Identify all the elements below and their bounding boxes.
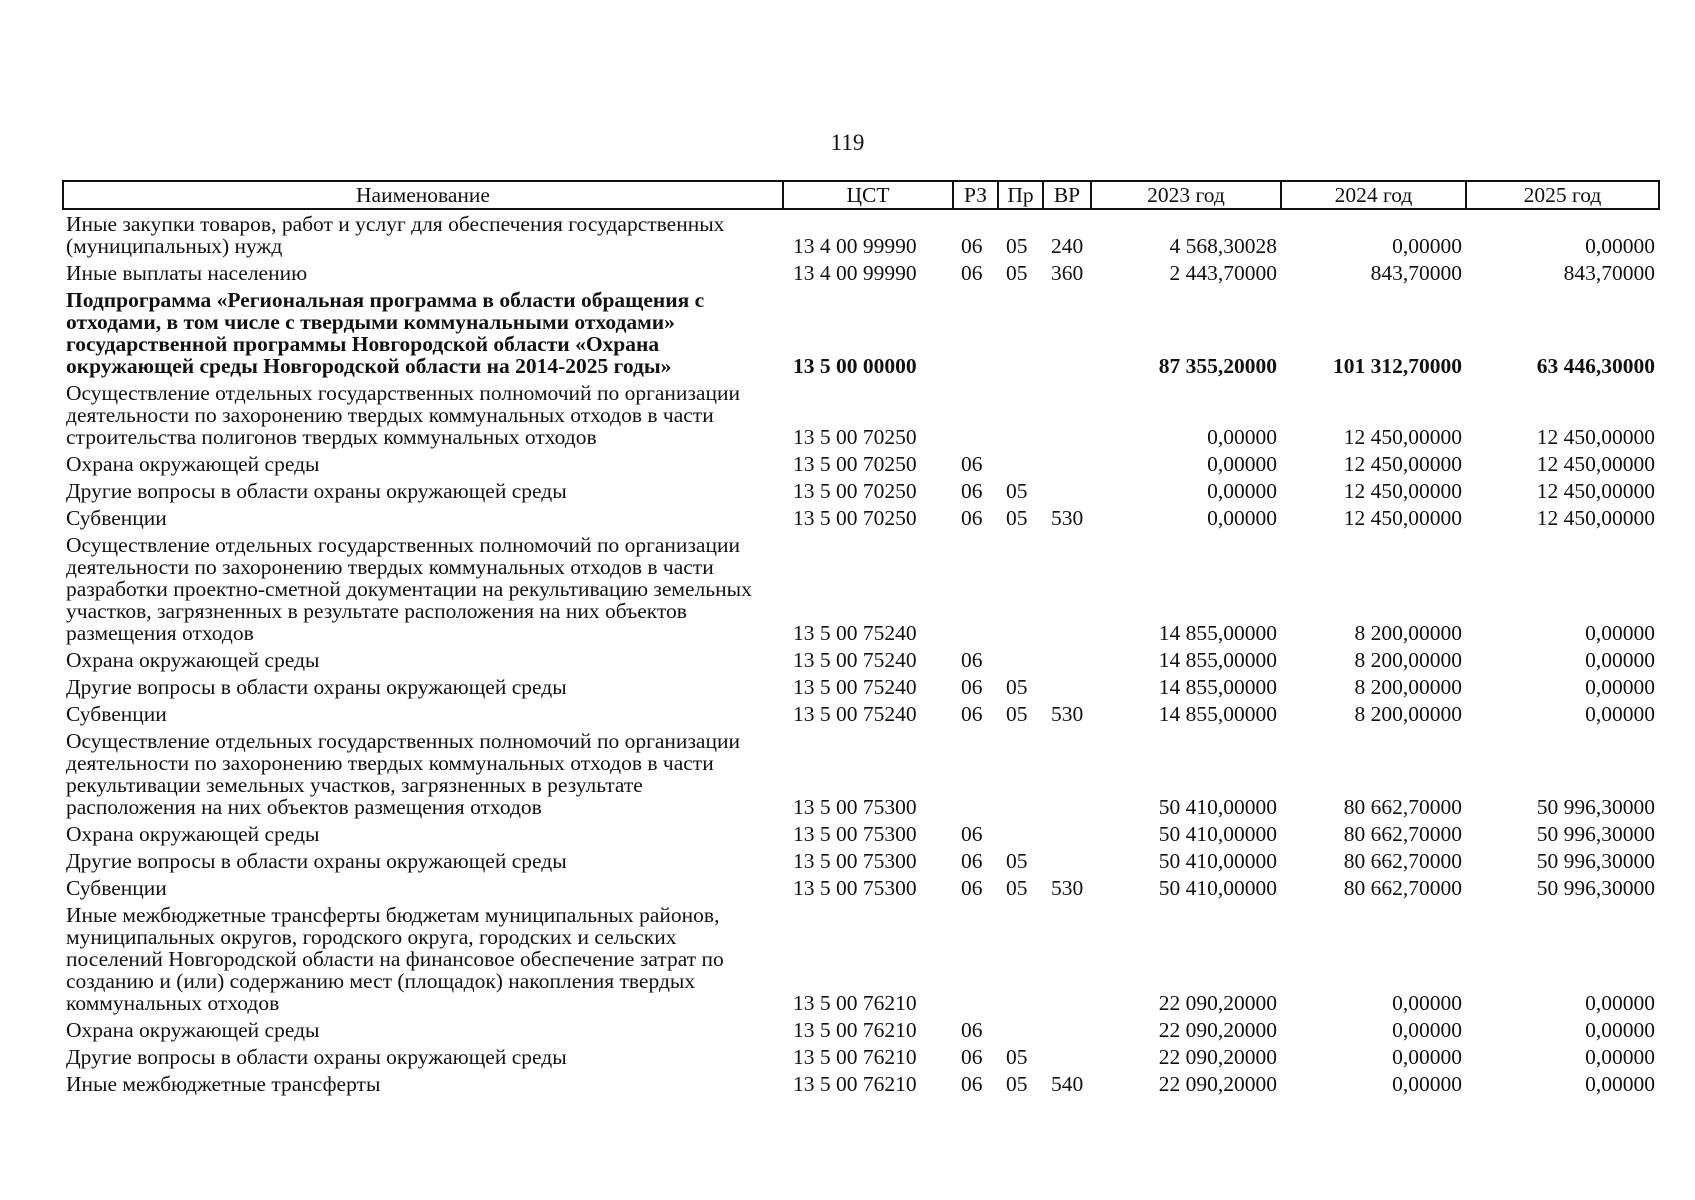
cell-2023: 22 090,20000 bbox=[1158, 1045, 1277, 1069]
cell-cst: 13 5 00 00000 bbox=[793, 354, 917, 378]
cell-pr: 05 bbox=[1006, 1045, 1028, 1069]
cell-2024: 0,00000 bbox=[1392, 1045, 1462, 1069]
cell-cst: 13 5 00 75300 bbox=[793, 849, 917, 873]
cell-2023: 2 443,70000 bbox=[1169, 261, 1277, 285]
cell-pr bbox=[998, 646, 1043, 673]
table-row bbox=[63, 646, 1659, 673]
cell-cst: 13 5 00 75240 bbox=[793, 648, 917, 672]
cell-2025: 12 450,00000 bbox=[1536, 425, 1655, 449]
header-name: Наименование bbox=[63, 181, 783, 209]
table-row bbox=[63, 286, 1659, 379]
cell-cst: 13 4 00 99990 bbox=[793, 234, 917, 258]
cell-cst: 13 5 00 76210 bbox=[793, 1072, 917, 1096]
cell-vr bbox=[1043, 820, 1091, 847]
cell-2024: 12 450,00000 bbox=[1343, 479, 1462, 503]
cell-cst: 13 5 00 75300 bbox=[793, 795, 917, 819]
cell-2024: 8 200,00000 bbox=[1354, 675, 1462, 699]
cell-2025: 63 446,30000 bbox=[1536, 354, 1655, 378]
cell-cst: 13 5 00 75300 bbox=[793, 876, 917, 900]
cell-vr: 530 bbox=[1051, 506, 1084, 530]
cell-2025: 0,00000 bbox=[1585, 675, 1655, 699]
cell-pr bbox=[998, 531, 1043, 646]
cell-rz: 06 bbox=[961, 506, 983, 530]
cell-cst: 13 5 00 70250 bbox=[793, 479, 917, 503]
cell-name: Осуществление отдельных государственных полномочий по организации деятельности по захоронению твердых коммунальных отходов в части разработки проектно-сметной документации на рекультивацию земельных участков, загрязненных в результате расположения на них объектов размещения отходов bbox=[66, 533, 752, 645]
cell-2023: 22 090,20000 bbox=[1158, 1018, 1277, 1042]
budget-table bbox=[62, 180, 1660, 1097]
cell-2023: 50 410,00000 bbox=[1158, 795, 1277, 819]
cell-pr bbox=[998, 901, 1043, 1016]
cell-2024: 80 662,70000 bbox=[1343, 876, 1462, 900]
cell-2024: 0,00000 bbox=[1392, 234, 1462, 258]
cell-pr bbox=[998, 1016, 1043, 1043]
cell-name: Охрана окружающей среды bbox=[66, 452, 320, 476]
table-row bbox=[63, 901, 1659, 1016]
cell-pr: 05 bbox=[1006, 849, 1028, 873]
cell-2023: 50 410,00000 bbox=[1158, 822, 1277, 846]
cell-cst: 13 5 00 70250 bbox=[793, 506, 917, 530]
cell-2025: 12 450,00000 bbox=[1536, 452, 1655, 476]
cell-name: Другие вопросы в области охраны окружающей среды bbox=[66, 849, 567, 873]
cell-vr bbox=[1043, 450, 1091, 477]
cell-2024: 8 200,00000 bbox=[1354, 702, 1462, 726]
cell-2024: 843,70000 bbox=[1370, 261, 1462, 285]
table-row bbox=[63, 450, 1659, 477]
cell-2023: 4 568,30028 bbox=[1169, 234, 1277, 258]
cell-cst: 13 5 00 70250 bbox=[793, 452, 917, 476]
cell-cst: 13 5 00 76210 bbox=[793, 1018, 917, 1042]
cell-2024: 8 200,00000 bbox=[1354, 621, 1462, 645]
table-row bbox=[63, 673, 1659, 700]
cell-cst: 13 5 00 75300 bbox=[793, 822, 917, 846]
cell-2025: 0,00000 bbox=[1585, 621, 1655, 645]
cell-rz bbox=[953, 531, 998, 646]
cell-name: Охрана окружающей среды bbox=[66, 648, 320, 672]
cell-name: Субвенции bbox=[66, 702, 167, 726]
table-body bbox=[63, 209, 1659, 1097]
cell-2023: 87 355,20000 bbox=[1158, 354, 1277, 378]
cell-2024: 0,00000 bbox=[1392, 991, 1462, 1015]
cell-vr bbox=[1043, 646, 1091, 673]
header-2025: 2025 год bbox=[1466, 181, 1659, 209]
cell-2023: 0,00000 bbox=[1207, 506, 1277, 530]
cell-vr bbox=[1043, 379, 1091, 450]
cell-pr bbox=[998, 820, 1043, 847]
cell-2023: 22 090,20000 bbox=[1158, 991, 1277, 1015]
cell-rz bbox=[953, 286, 998, 379]
cell-rz: 06 bbox=[961, 1018, 983, 1042]
cell-2024: 8 200,00000 bbox=[1354, 648, 1462, 672]
cell-2024: 80 662,70000 bbox=[1343, 849, 1462, 873]
cell-vr: 540 bbox=[1051, 1072, 1084, 1096]
cell-name: Иные межбюджетные трансферты bbox=[66, 1072, 381, 1096]
cell-pr bbox=[998, 727, 1043, 820]
table-row bbox=[63, 727, 1659, 820]
cell-vr bbox=[1043, 477, 1091, 504]
header-pr: Пр bbox=[998, 181, 1043, 209]
table-row bbox=[63, 504, 1659, 531]
cell-2025: 0,00000 bbox=[1585, 234, 1655, 258]
cell-vr bbox=[1043, 727, 1091, 820]
cell-name: Подпрограмма «Региональная программа в области обращения с отходами, в том числе с твердыми коммунальными отходами» государственной программы Новгородской области «Охрана окружающей среды Новгородской области на 2014-2025 годы» bbox=[66, 288, 705, 378]
cell-2025: 50 996,30000 bbox=[1536, 849, 1655, 873]
cell-2025: 0,00000 bbox=[1585, 991, 1655, 1015]
table-row bbox=[63, 700, 1659, 727]
cell-name: Осуществление отдельных государственных полномочий по организации деятельности по захоронению твердых коммунальных отходов в части рекультивации земельных участков, загрязненных в результате расположения на них объектов размещения отходов bbox=[66, 729, 740, 819]
cell-2025: 843,70000 bbox=[1563, 261, 1655, 285]
table-row bbox=[63, 1043, 1659, 1070]
cell-2024: 101 312,70000 bbox=[1333, 354, 1462, 378]
cell-2023: 0,00000 bbox=[1207, 452, 1277, 476]
cell-cst: 13 5 00 76210 bbox=[793, 991, 917, 1015]
cell-cst: 13 5 00 75240 bbox=[793, 621, 917, 645]
cell-rz bbox=[953, 727, 998, 820]
cell-2024: 0,00000 bbox=[1392, 1018, 1462, 1042]
cell-cst: 13 5 00 70250 bbox=[793, 425, 917, 449]
cell-2025: 0,00000 bbox=[1585, 1045, 1655, 1069]
cell-cst: 13 4 00 99990 bbox=[793, 261, 917, 285]
cell-vr: 530 bbox=[1051, 876, 1084, 900]
table-row bbox=[63, 259, 1659, 286]
cell-pr: 05 bbox=[1006, 234, 1028, 258]
table-row bbox=[63, 379, 1659, 450]
cell-2023: 14 855,00000 bbox=[1158, 648, 1277, 672]
cell-name: Другие вопросы в области охраны окружающей среды bbox=[66, 1045, 567, 1069]
cell-pr: 05 bbox=[1006, 506, 1028, 530]
cell-2025: 12 450,00000 bbox=[1536, 479, 1655, 503]
table-row bbox=[63, 209, 1659, 259]
cell-2023: 14 855,00000 bbox=[1158, 621, 1277, 645]
cell-rz: 06 bbox=[961, 849, 983, 873]
cell-cst: 13 5 00 75240 bbox=[793, 702, 917, 726]
cell-2023: 14 855,00000 bbox=[1158, 675, 1277, 699]
cell-name: Охрана окружающей среды bbox=[66, 1018, 320, 1042]
cell-2024: 12 450,00000 bbox=[1343, 425, 1462, 449]
cell-rz: 06 bbox=[961, 479, 983, 503]
cell-rz: 06 bbox=[961, 675, 983, 699]
cell-rz: 06 bbox=[961, 261, 983, 285]
cell-2025: 50 996,30000 bbox=[1536, 795, 1655, 819]
cell-vr bbox=[1043, 847, 1091, 874]
cell-name: Субвенции bbox=[66, 506, 167, 530]
header-rz: РЗ bbox=[953, 181, 998, 209]
cell-rz: 06 bbox=[961, 1045, 983, 1069]
cell-rz: 06 bbox=[961, 648, 983, 672]
cell-rz: 06 bbox=[961, 452, 983, 476]
cell-cst: 13 5 00 75240 bbox=[793, 675, 917, 699]
cell-pr bbox=[998, 286, 1043, 379]
cell-vr: 530 bbox=[1051, 702, 1084, 726]
header-2023: 2023 год bbox=[1091, 181, 1281, 209]
cell-2025: 0,00000 bbox=[1585, 1072, 1655, 1096]
page-number: 119 bbox=[830, 130, 865, 155]
table-row bbox=[63, 874, 1659, 901]
header-2024: 2024 год bbox=[1281, 181, 1466, 209]
cell-pr bbox=[998, 450, 1043, 477]
table-header bbox=[63, 181, 1659, 209]
table-row bbox=[63, 1070, 1659, 1097]
cell-2024: 12 450,00000 bbox=[1343, 506, 1462, 530]
cell-2025: 50 996,30000 bbox=[1536, 876, 1655, 900]
table-row bbox=[63, 847, 1659, 874]
cell-pr bbox=[998, 379, 1043, 450]
cell-2023: 22 090,20000 bbox=[1158, 1072, 1277, 1096]
cell-2023: 50 410,00000 bbox=[1158, 849, 1277, 873]
cell-vr bbox=[1043, 1016, 1091, 1043]
cell-pr: 05 bbox=[1006, 876, 1028, 900]
cell-name: Иные закупки товаров, работ и услуг для обеспечения государственных (муниципальных) нужд bbox=[66, 212, 725, 258]
cell-vr: 360 bbox=[1051, 261, 1084, 285]
table-row bbox=[63, 531, 1659, 646]
cell-2025: 0,00000 bbox=[1585, 1018, 1655, 1042]
cell-name: Иные межбюджетные трансферты бюджетам муниципальных районов, муниципальных округов, городского округа, городских и сельских поселений Новгородской области на финансовое обеспечение затрат по созданию и (или) содержанию мест (площадок) накопления твердых коммунальных отходов bbox=[66, 903, 724, 1015]
cell-2023: 50 410,00000 bbox=[1158, 876, 1277, 900]
cell-name: Другие вопросы в области охраны окружающей среды bbox=[66, 675, 567, 699]
table-row bbox=[63, 1016, 1659, 1043]
cell-2023: 0,00000 bbox=[1207, 425, 1277, 449]
header-vr: ВР bbox=[1043, 181, 1091, 209]
header-cst: ЦСТ bbox=[783, 181, 953, 209]
cell-2025: 50 996,30000 bbox=[1536, 822, 1655, 846]
cell-name: Осуществление отдельных государственных полномочий по организации деятельности по захоронению твердых коммунальных отходов в части строительства полигонов твердых коммунальных отходов bbox=[66, 381, 740, 449]
cell-vr bbox=[1043, 531, 1091, 646]
cell-vr bbox=[1043, 1043, 1091, 1070]
cell-vr bbox=[1043, 286, 1091, 379]
cell-vr bbox=[1043, 901, 1091, 1016]
cell-name: Охрана окружающей среды bbox=[66, 822, 320, 846]
cell-rz bbox=[953, 901, 998, 1016]
cell-2023: 14 855,00000 bbox=[1158, 702, 1277, 726]
cell-2024: 80 662,70000 bbox=[1343, 822, 1462, 846]
cell-name: Другие вопросы в области охраны окружающей среды bbox=[66, 479, 567, 503]
cell-2025: 0,00000 bbox=[1585, 648, 1655, 672]
cell-rz: 06 bbox=[961, 1072, 983, 1096]
cell-vr bbox=[1043, 673, 1091, 700]
cell-rz: 06 bbox=[961, 702, 983, 726]
cell-rz bbox=[953, 379, 998, 450]
cell-pr: 05 bbox=[1006, 479, 1028, 503]
cell-2024: 0,00000 bbox=[1392, 1072, 1462, 1096]
cell-2023: 0,00000 bbox=[1207, 479, 1277, 503]
table-row bbox=[63, 477, 1659, 504]
table-row bbox=[63, 820, 1659, 847]
cell-pr: 05 bbox=[1006, 675, 1028, 699]
cell-pr: 05 bbox=[1006, 1072, 1028, 1096]
cell-pr: 05 bbox=[1006, 702, 1028, 726]
cell-vr: 240 bbox=[1051, 234, 1084, 258]
cell-cst: 13 5 00 76210 bbox=[793, 1045, 917, 1069]
cell-name: Субвенции bbox=[66, 876, 167, 900]
cell-pr: 05 bbox=[1006, 261, 1028, 285]
cell-rz: 06 bbox=[961, 876, 983, 900]
cell-2025: 12 450,00000 bbox=[1536, 506, 1655, 530]
cell-name: Иные выплаты населению bbox=[66, 261, 308, 285]
cell-rz: 06 bbox=[961, 822, 983, 846]
cell-2025: 0,00000 bbox=[1585, 702, 1655, 726]
cell-rz: 06 bbox=[961, 234, 983, 258]
cell-2024: 80 662,70000 bbox=[1343, 795, 1462, 819]
cell-2024: 12 450,00000 bbox=[1343, 452, 1462, 476]
